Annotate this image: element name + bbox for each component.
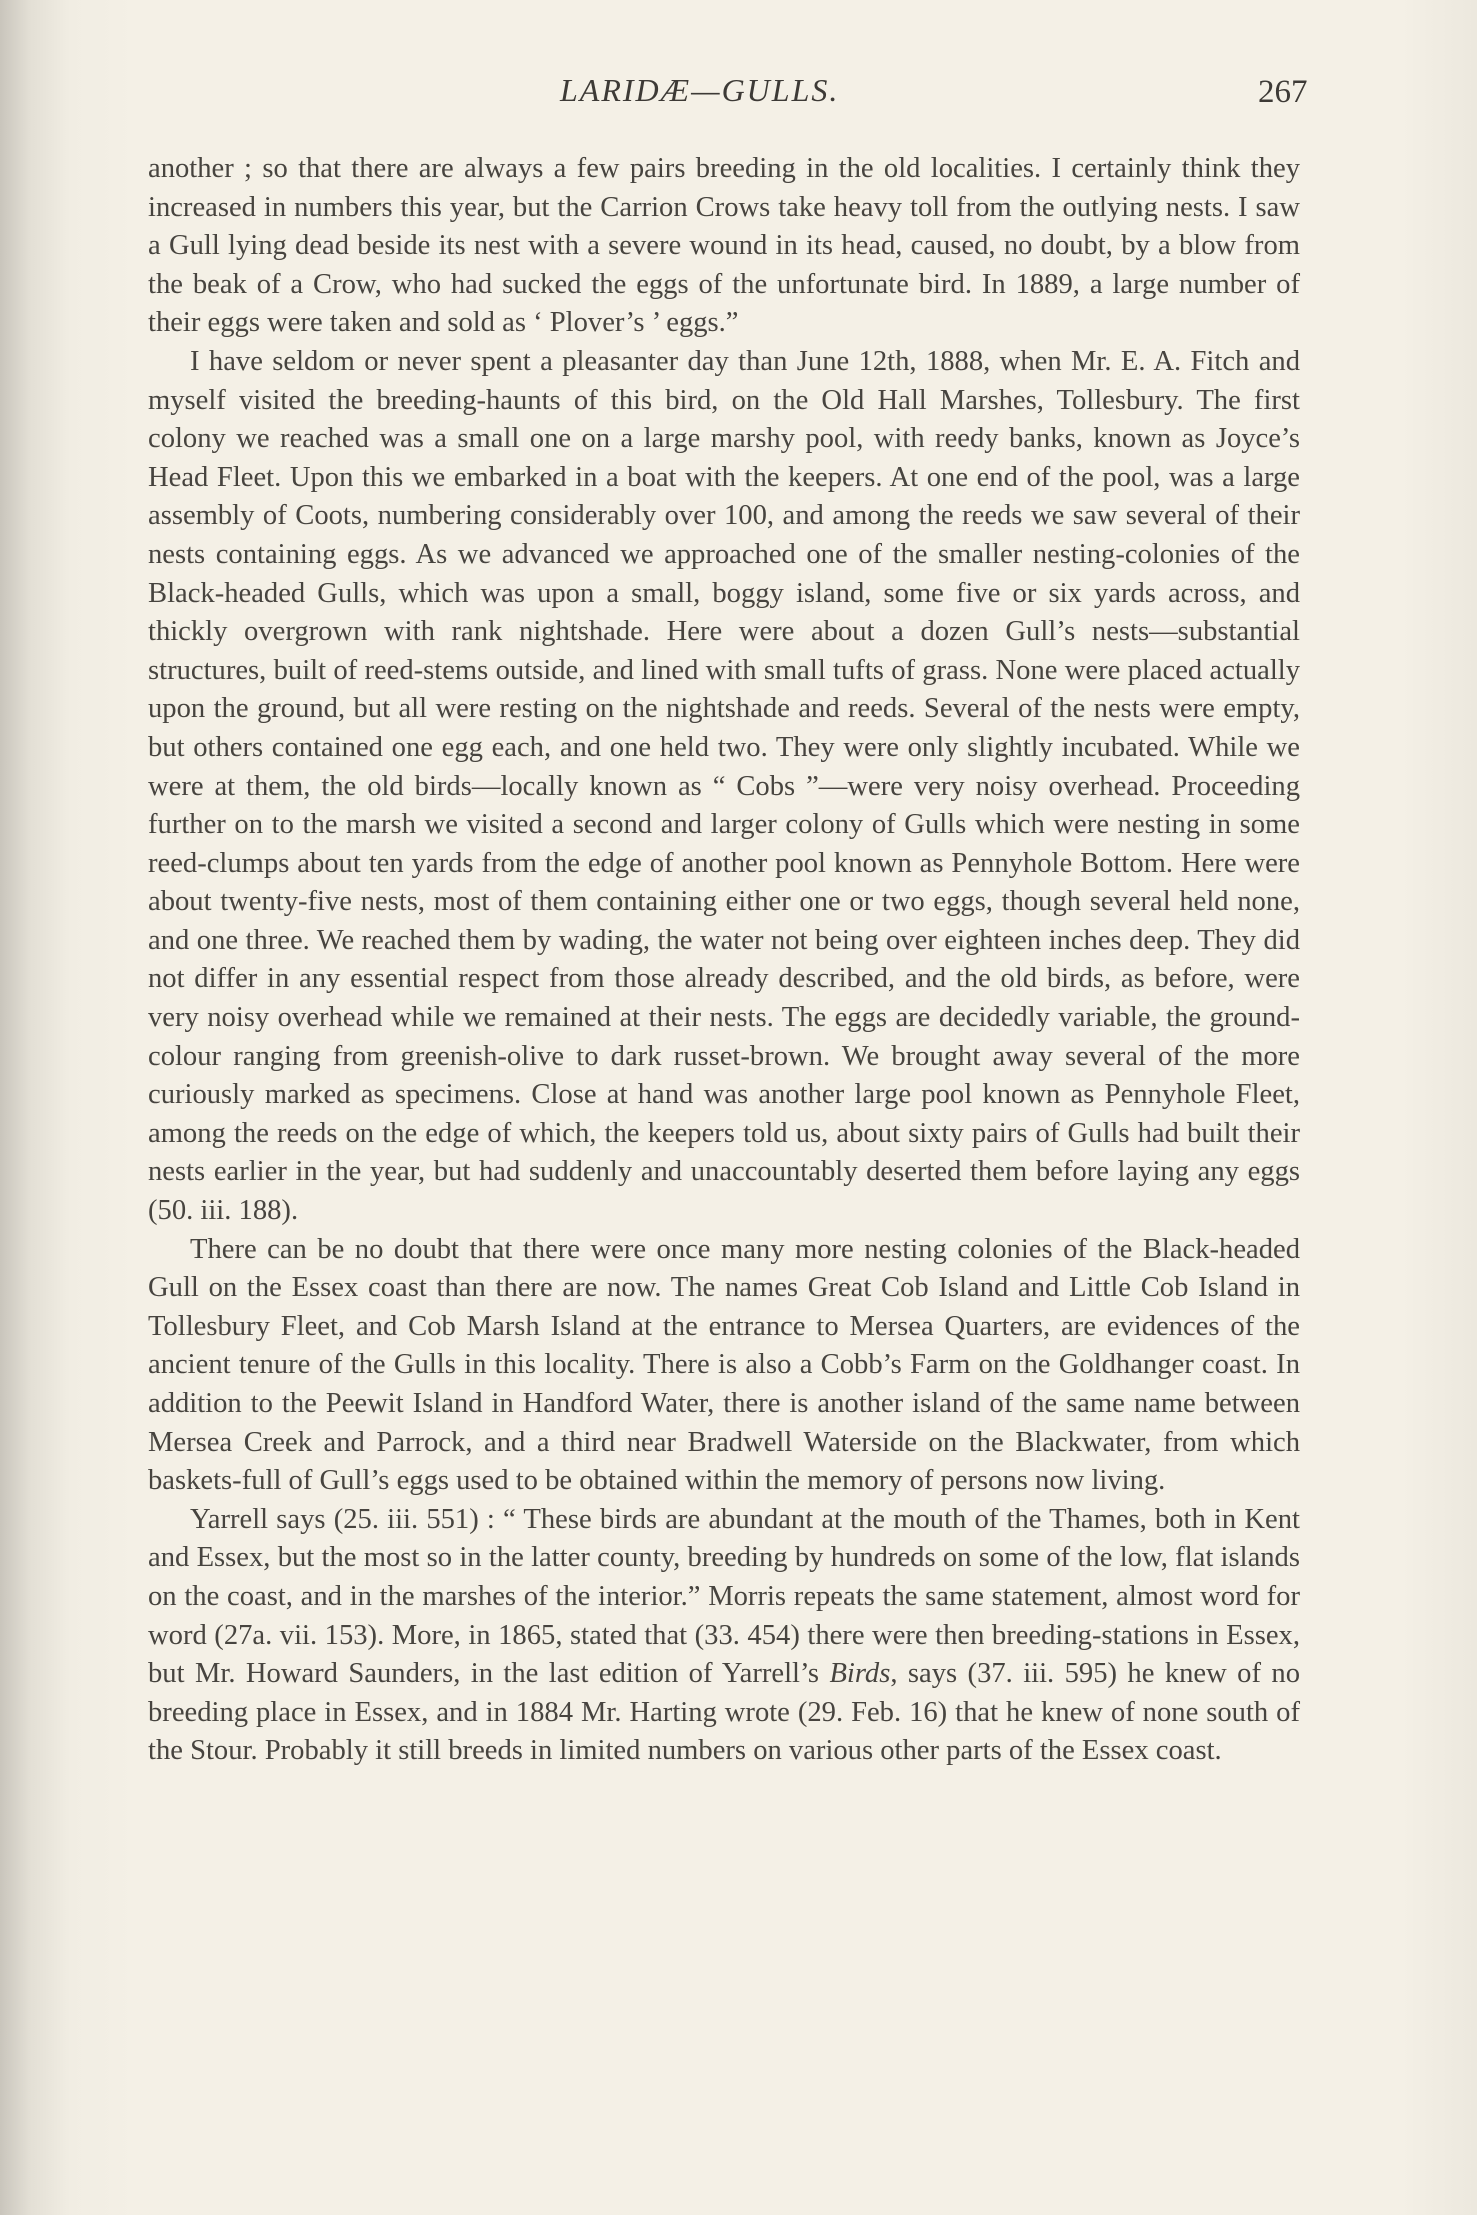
paragraph-4-text-after: , says (37. iii. 595) he knew of no breeding place in Essex, and in 1884 Mr. Harting wrote (29. Feb. 16) that he knew of none south of the Stour. Probably it still breeds in limited numbers on various other parts of the Essex coast. bbox=[148, 1658, 1300, 1767]
running-title: LARIDÆ—GULLS. bbox=[560, 72, 840, 108]
italic-title: Birds bbox=[829, 1658, 891, 1690]
body-text bbox=[148, 150, 1300, 1771]
paragraph-2: I have seldom or never spent a pleasanter day than June 12th, 1888, when Mr. E. A. Fitch and myself visited the breeding-haunts of this bird, on the Old Hall Marshes, Tollesbury. The first colony we reached was a small one on a large marshy pool, with reedy banks, known as Joyce’s Head Fleet. Upon this we embarked in a boat with the keepers. At one end of the pool, was a large assembly of Coots, numbering considerably over 100, and among the reeds we saw several of their nests containing eggs. As we advanced we approached one of the smaller nesting-colonies of the Black-headed Gulls, which was upon a small, boggy island, some five or six yards across, and thickly overgrown with rank nightshade. Here were about a dozen Gull’s nests—substantial structures, built of reed-stems outside, and lined with small tufts of grass. None were placed actually upon the ground, but all were resting on the nightshade and reeds. Several of the nests were empty, but others contained one egg each, and one held two. They were only slightly incubated. While we were at them, the old birds—locally known as “ Cobs ”—were very noisy overhead. Proceeding further on to the marsh we visited a second and larger colony of Gulls which were nesting in some reed-clumps about ten yards from the edge of another pool known as Pennyhole Bottom. Here were about twenty-five nests, most of them containing either one or two eggs, though several held none, and one three. We reached them by wading, the water not being over eighteen inches deep. They did not differ in any essential respect from those already described, and the old birds, as before, were very noisy overhead while we remained at their nests. The eggs are decidedly variable, the ground-colour ranging from greenish-olive to dark russet-brown. We brought away several of the more curiously marked as specimens. Close at hand was another large pool known as Pennyhole Fleet, among the reeds on the edge of which, the keepers told us, about sixty pairs of Gulls had built their nests earlier in the year, but had suddenly and unaccountably deserted them before laying any eggs (50. iii. 188). bbox=[148, 345, 1300, 1227]
paragraph-3: There can be no doubt that there were once many more nesting colonies of the Black-headed Gull on the Essex coast than there are now. The names Great Cob Island and Little Cob Island in Tollesbury Fleet, and Cob Marsh Island at the entrance to Mersea Quarters, are evidences of the ancient tenure of the Gulls in this locality. There is also a Cobb’s Farm on the Goldhanger coast. In addition to the Peewit Island in Handford Water, there is another island of the same name between Mersea Creek and Parrock, and a third near Bradwell Waterside on the Blackwater, from which baskets-full of Gull’s eggs used to be obtained within the memory of persons now living. bbox=[148, 1233, 1300, 1497]
running-head bbox=[0, 72, 1477, 122]
paragraph-1: another ; so that there are always a few pairs breeding in the old localities. I certainly think they increased in numbers this year, but the Carrion Crows take heavy toll from the outlying nests. I saw a Gull lying dead beside its nest with a severe wound in its head, caused, no doubt, by a blow from the beak of a Crow, who had sucked the eggs of the unfortunate bird. In 1889, a large number of their eggs were taken and sold as ‘ Plover’s ’ eggs.” bbox=[148, 153, 1300, 339]
paragraph-4 bbox=[148, 1501, 1300, 1771]
page-number: 267 bbox=[1258, 74, 1308, 110]
paragraph-4-text-before: Yarrell says (25. iii. 551) : “ These birds are abundant at the mouth of the Thames, both in Kent and Essex, but the most so in the latter county, breeding by hundreds on some of the low, flat islands on the coast, and in the marshes of the interior.” Morris repeats the same statement, almost word for word (27a. vii. 153). More, in 1865, stated that (33. 454) there were then breeding-stations in Essex, but Mr. Howard Saunders, in the last edition of Yarrell’s bbox=[148, 1503, 1300, 1690]
